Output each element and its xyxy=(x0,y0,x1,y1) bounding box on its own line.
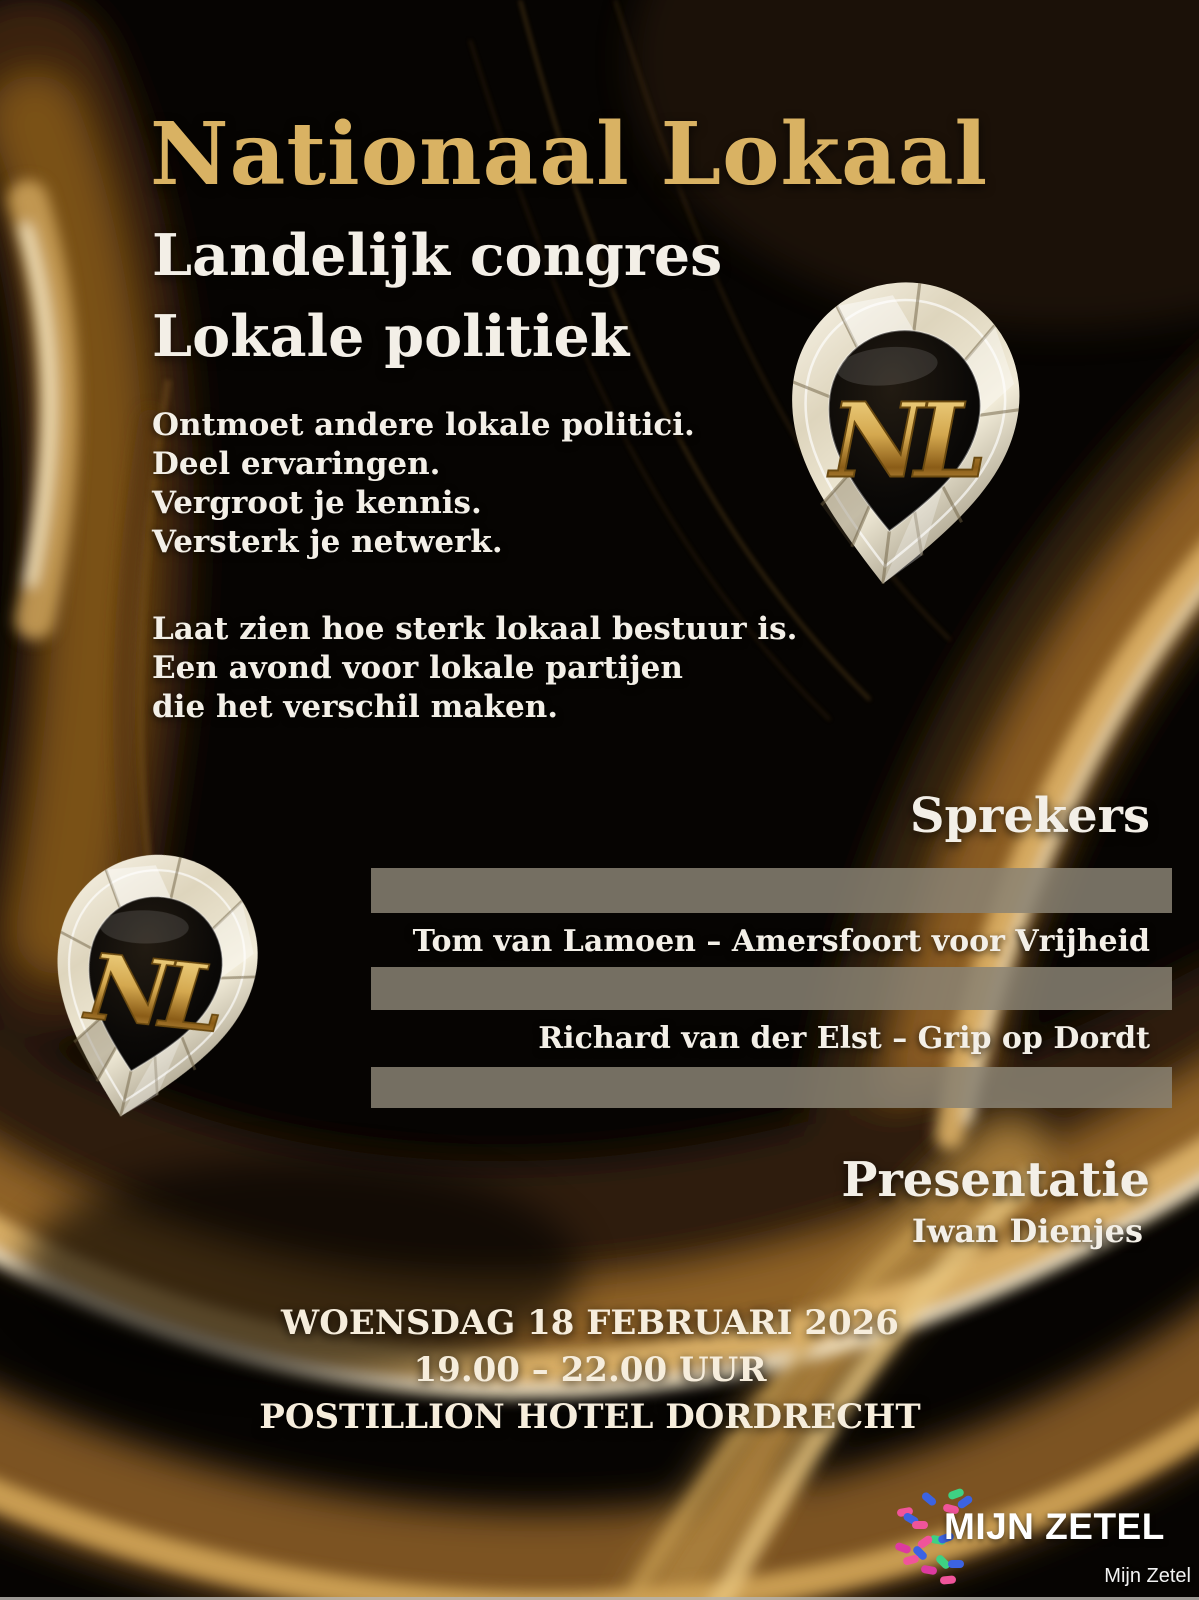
intro-line: Deel ervaringen. xyxy=(152,446,441,483)
message-text xyxy=(152,610,797,727)
subtitle xyxy=(152,216,722,378)
event-details xyxy=(200,1300,980,1441)
message-line: Een avond voor lokale partijen xyxy=(152,650,683,687)
intro-line: Vergroot je kennis. xyxy=(152,485,482,522)
event-venue: POSTILLION HOTEL DORDRECHT xyxy=(259,1396,921,1437)
seat-dot xyxy=(902,1554,920,1566)
intro-text xyxy=(152,406,695,562)
presenter-name: Iwan Dienjes xyxy=(911,1212,1143,1250)
seat-dot xyxy=(894,1542,912,1555)
speaker-name: Tom van Lamoen – Amersfoort voor Vrijheid xyxy=(412,924,1150,959)
presentation-heading: Presentatie xyxy=(841,1152,1150,1208)
event-time: 19.00 – 22.00 UUR xyxy=(413,1349,767,1390)
speaker-name: Richard van der Elst – Grip op Dordt xyxy=(538,1021,1150,1056)
mijn-zetel-logo-text: MIJN ZETEL xyxy=(944,1506,1165,1547)
credit-text: Mijn Zetel xyxy=(1104,1565,1191,1587)
event-date: WOENSDAG 18 FEBRUARI 2026 xyxy=(281,1303,899,1343)
seat-dot xyxy=(920,1565,937,1576)
redacted-speaker-bar xyxy=(371,868,1172,913)
page-title: Nationaal Lokaal xyxy=(150,104,989,205)
message-line: die het verschil maken. xyxy=(152,689,559,726)
seat-dot xyxy=(948,1560,964,1568)
intro-line: Ontmoet andere lokale politici. xyxy=(152,407,695,443)
message-line: Laat zien hoe sterk lokaal bestuur is. xyxy=(152,611,798,647)
seat-dot xyxy=(912,1521,928,1529)
redacted-speaker-bar xyxy=(371,1067,1172,1108)
subtitle-line-2: Lokale politiek xyxy=(152,302,630,370)
intro-line: Versterk je netwerk. xyxy=(152,524,503,561)
seat-dot xyxy=(940,1575,957,1584)
subtitle-line-1: Landelijk congres xyxy=(152,222,723,289)
speakers-heading: Sprekers xyxy=(909,788,1150,844)
redacted-speaker-bar xyxy=(371,967,1172,1010)
seat-dot xyxy=(920,1491,937,1507)
